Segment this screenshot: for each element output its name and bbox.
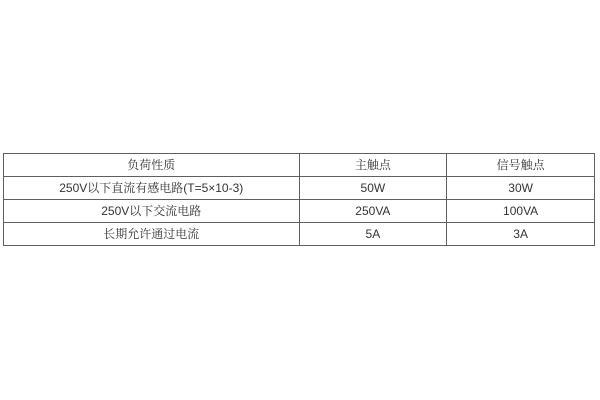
table-header-row bbox=[4, 154, 595, 177]
column-header-main-contact: 主触点 bbox=[299, 154, 447, 177]
column-header-signal-contact: 信号触点 bbox=[447, 154, 595, 177]
cell-signal-contact: 30W bbox=[447, 177, 595, 200]
cell-signal-contact: 3A bbox=[447, 223, 595, 246]
cell-main-contact: 250VA bbox=[299, 200, 447, 223]
column-header-load-type: 负荷性质 bbox=[4, 154, 300, 177]
cell-load-type: 250V以下直流有感电路(T=5×10-3) bbox=[4, 177, 300, 200]
load-ratings-table bbox=[3, 153, 595, 246]
cell-main-contact: 5A bbox=[299, 223, 447, 246]
table-row bbox=[4, 200, 595, 223]
table-row bbox=[4, 223, 595, 246]
load-ratings-table-container bbox=[3, 153, 595, 246]
cell-load-type: 250V以下交流电路 bbox=[4, 200, 300, 223]
cell-signal-contact: 100VA bbox=[447, 200, 595, 223]
cell-main-contact: 50W bbox=[299, 177, 447, 200]
cell-load-type: 长期允许通过电流 bbox=[4, 223, 300, 246]
table-row bbox=[4, 177, 595, 200]
